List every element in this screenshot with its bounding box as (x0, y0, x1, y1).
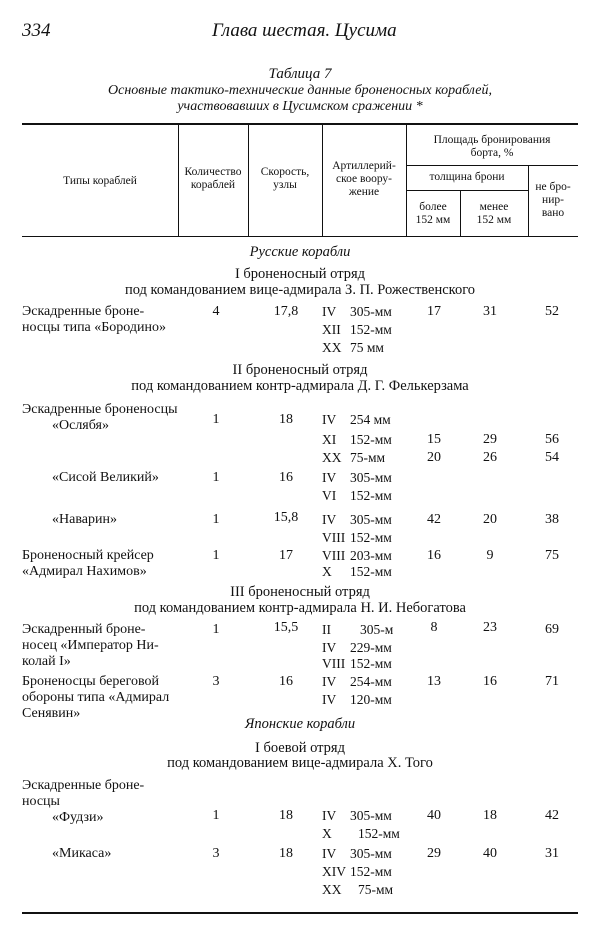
artillery-line: IV 229-мм (322, 640, 392, 655)
armor-more-152: 17 (427, 304, 441, 319)
ship-speed: 16 (279, 470, 293, 485)
table-top-rule (22, 123, 578, 125)
artillery-line: XII 152-мм (322, 322, 392, 337)
ship-speed: 18 (279, 846, 293, 861)
ship-type: «Сисой Великий» (52, 470, 159, 485)
ship-count: 1 (212, 808, 220, 823)
ship-count: 1 (212, 512, 220, 527)
section-japanese-ships: Японские корабли (244, 716, 356, 732)
header-unarmored: не бро- нир- вано (535, 181, 571, 219)
ship-count: 1 (212, 548, 220, 563)
artillery-line: IV 305-мм (322, 304, 392, 319)
armor-less-152: 9 (486, 548, 494, 563)
armor-less-152: 18 (483, 808, 497, 823)
ship-type: Эскадренные броне- носцы (22, 778, 145, 809)
header-speed: Скорость, узлы (260, 166, 310, 191)
armor-none: 38 (545, 512, 559, 527)
running-title: Глава шестая. Цусима (212, 20, 397, 41)
table-description-line1: Основные тактико-технические данные броненосных кораблей, (108, 83, 492, 98)
detachment-1-commander: под командованием вице-адмирала З. П. Рожественского (124, 282, 476, 298)
artillery-line: IV 254-мм (322, 674, 392, 689)
table-description-line2: участвовавших в Цусимском сражении * (177, 99, 423, 114)
header-artillery: Артиллерий- ское воору- жение (332, 160, 396, 198)
ship-type: Эскадренный броне- носец «Император Ни- колай I» (22, 622, 159, 669)
ship-type: Броненосный крейсер «Адмирал Нахимов» (22, 548, 154, 579)
ship-speed: 17 (279, 548, 293, 563)
armor-more-152: 20 (427, 450, 441, 465)
armor-less-152: 26 (483, 450, 497, 465)
table-label: Таблица 7 (268, 66, 332, 82)
armor-none: 31 (545, 846, 559, 861)
armor-more-152: 42 (427, 512, 441, 527)
artillery-line: XX 75 мм (322, 340, 384, 355)
artillery-line: IV 305-мм (322, 808, 392, 823)
ship-speed: 18 (279, 412, 293, 427)
ship-type: Эскадренные броненосцы «Ослябя» (22, 402, 178, 433)
artillery-line: VI 152-мм (322, 488, 392, 503)
armor-more-152: 40 (427, 808, 441, 823)
section-russian-ships: Русские корабли (249, 244, 351, 260)
detachment-1-title: I броненосный отряд (234, 266, 366, 282)
header-types: Типы кораблей (63, 175, 137, 187)
area-subheader-rule (406, 165, 578, 166)
ship-count: 1 (212, 470, 220, 485)
artillery-line: II 305-м (322, 622, 394, 637)
ship-type: «Фудзи» (52, 810, 104, 825)
artillery-line: IV 254 мм (322, 412, 391, 427)
armor-none: 75 (545, 548, 559, 563)
artillery-line: VIII 152-мм (322, 656, 392, 671)
artillery-line: X 152-мм (322, 826, 400, 841)
detachment-2-commander: под командованием контр-адмирала Д. Г. Фелькерзама (131, 378, 469, 394)
armor-none: 69 (545, 622, 559, 637)
detachment-3-title: III броненосный отряд (230, 584, 370, 600)
ship-count: 3 (212, 846, 220, 861)
table-header-bottom-rule (22, 236, 578, 237)
ship-speed: 18 (279, 808, 293, 823)
ship-count: 1 (212, 412, 220, 427)
header-armor-area: Площадь бронирования борта, % (433, 134, 551, 159)
artillery-line: IV 305-мм (322, 470, 392, 485)
artillery-line: XIV 152-мм (322, 864, 392, 879)
armor-less-152: 29 (483, 432, 497, 447)
header-count: Количество кораблей (184, 166, 242, 191)
armor-none: 54 (545, 450, 559, 465)
ship-type: «Наварин» (52, 512, 117, 527)
armor-none: 42 (545, 808, 559, 823)
ship-speed: 16 (279, 674, 293, 689)
ship-count: 4 (212, 304, 220, 319)
armor-more-152: 16 (427, 548, 441, 563)
armor-less-152: 40 (483, 846, 497, 861)
jp-detachment-1-title: I боевой отряд (255, 740, 345, 756)
ship-count: 1 (212, 622, 220, 637)
table-bottom-rule (22, 912, 578, 914)
header-thickness: толщина брони (429, 171, 505, 183)
artillery-line: XI 152-мм (322, 432, 392, 447)
armor-less-152: 16 (483, 674, 497, 689)
armor-more-152: 13 (427, 674, 441, 689)
armor-less-152: 20 (483, 512, 497, 527)
armor-less-152: 31 (483, 304, 497, 319)
armor-none: 52 (545, 304, 559, 319)
detachment-2-title: II броненосный отряд (232, 362, 368, 378)
ship-count: 3 (212, 674, 220, 689)
armor-more-152: 29 (427, 846, 441, 861)
ship-type: «Микаса» (52, 846, 112, 861)
artillery-line: VIII 152-мм (322, 530, 392, 545)
ship-speed: 17,8 (273, 304, 299, 319)
detachment-3-commander: под командованием контр-адмирала Н. И. Небогатова (134, 600, 466, 616)
armor-none: 71 (545, 674, 559, 689)
ship-type: Броненосцы береговой обороны типа «Адмирал Сенявин» (22, 674, 170, 721)
artillery-line: XX 75-мм (322, 450, 386, 465)
artillery-line: IV 120-мм (322, 692, 392, 707)
armor-more-152: 8 (430, 620, 438, 635)
jp-detachment-1-commander: под командованием вице-адмирала Х. Того (167, 755, 433, 771)
header-less-152: менее 152 мм (476, 201, 512, 226)
artillery-line: VIII 203-мм (322, 548, 392, 563)
artillery-line: X 152-мм (322, 564, 392, 579)
ship-speed: 15,5 (273, 620, 299, 635)
ship-type: Эскадренные броне- носцы типа «Бородино» (22, 304, 167, 335)
artillery-line: XX 75-мм (322, 882, 394, 897)
armor-more-152: 15 (427, 432, 441, 447)
thickness-subheader-rule (406, 190, 528, 191)
page-number: 334 (22, 20, 51, 41)
armor-none: 56 (545, 432, 559, 447)
artillery-line: IV 305-мм (322, 512, 392, 527)
header-more-152: более 152 мм (415, 201, 451, 226)
ship-speed: 15,8 (273, 510, 299, 525)
artillery-line: IV 305-мм (322, 846, 392, 861)
armor-less-152: 23 (483, 620, 497, 635)
